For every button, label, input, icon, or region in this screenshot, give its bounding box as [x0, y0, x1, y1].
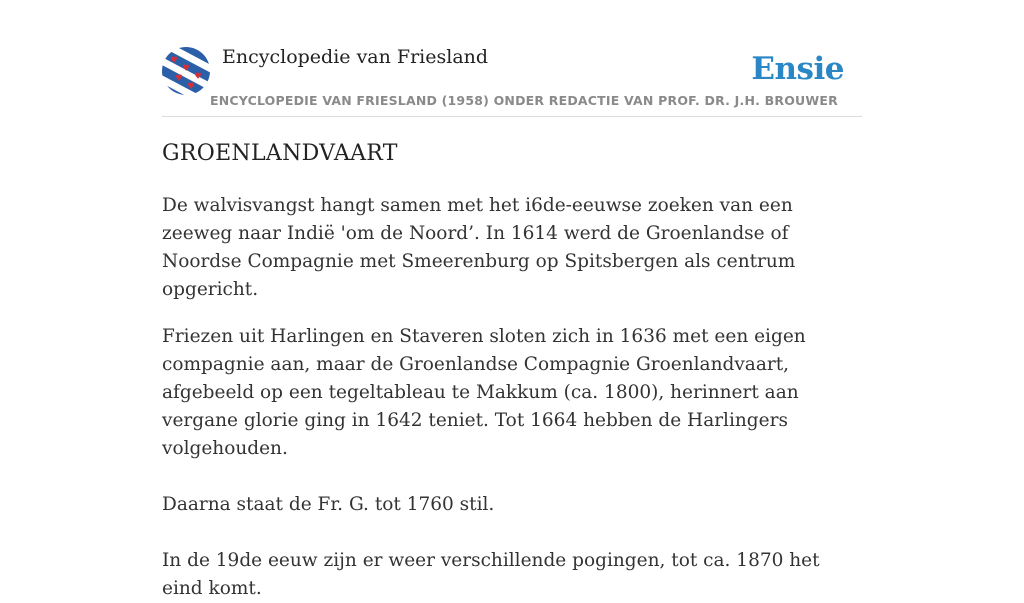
page: [162, 0, 862, 599]
frisian-flag-icon[interactable]: [162, 47, 210, 95]
ensie-logo[interactable]: Ensie: [751, 51, 844, 87]
article-body: [162, 192, 862, 603]
encyclopedia-title[interactable]: Encyclopedie van Friesland: [222, 46, 489, 68]
article-paragraph-3: Daarna staat de Fr. G. tot 1760 stil.: [162, 494, 495, 515]
site-header: [162, 0, 862, 117]
encyclopedia-subtitle: ENCYCLOPEDIE VAN FRIESLAND (1958) ONDER REDACTIE VAN PROF. DR. J.H. BROUWER: [210, 93, 838, 108]
article-title: GROENLANDVAART: [162, 141, 398, 166]
article-paragraph-4: In de 19de eeuw zijn er weer verschillende pogingen, tot ca. 1870 het eind komt.: [162, 550, 820, 599]
article-paragraph-2: Friezen uit Harlingen en Staveren sloten zich in 1636 met een eigen compagnie aan, maar de Groenlandse Compagnie Groenlandvaart, afgebeeld op een tegeltableau te Makkum (ca. 1800), herinnert aan vergane glorie ging in 1642 teniet. Tot 1664 hebben de Harlingers volgehouden.: [162, 326, 806, 459]
article-paragraph-1: De walvisvangst hangt samen met het i6de-eeuwse zoeken van een zeeweg naar Indië 'om de Noord’. In 1614 werd de Groenlandse of Noordse Compagnie met Smeerenburg op Spitsbergen als centrum opgericht.: [162, 195, 796, 300]
